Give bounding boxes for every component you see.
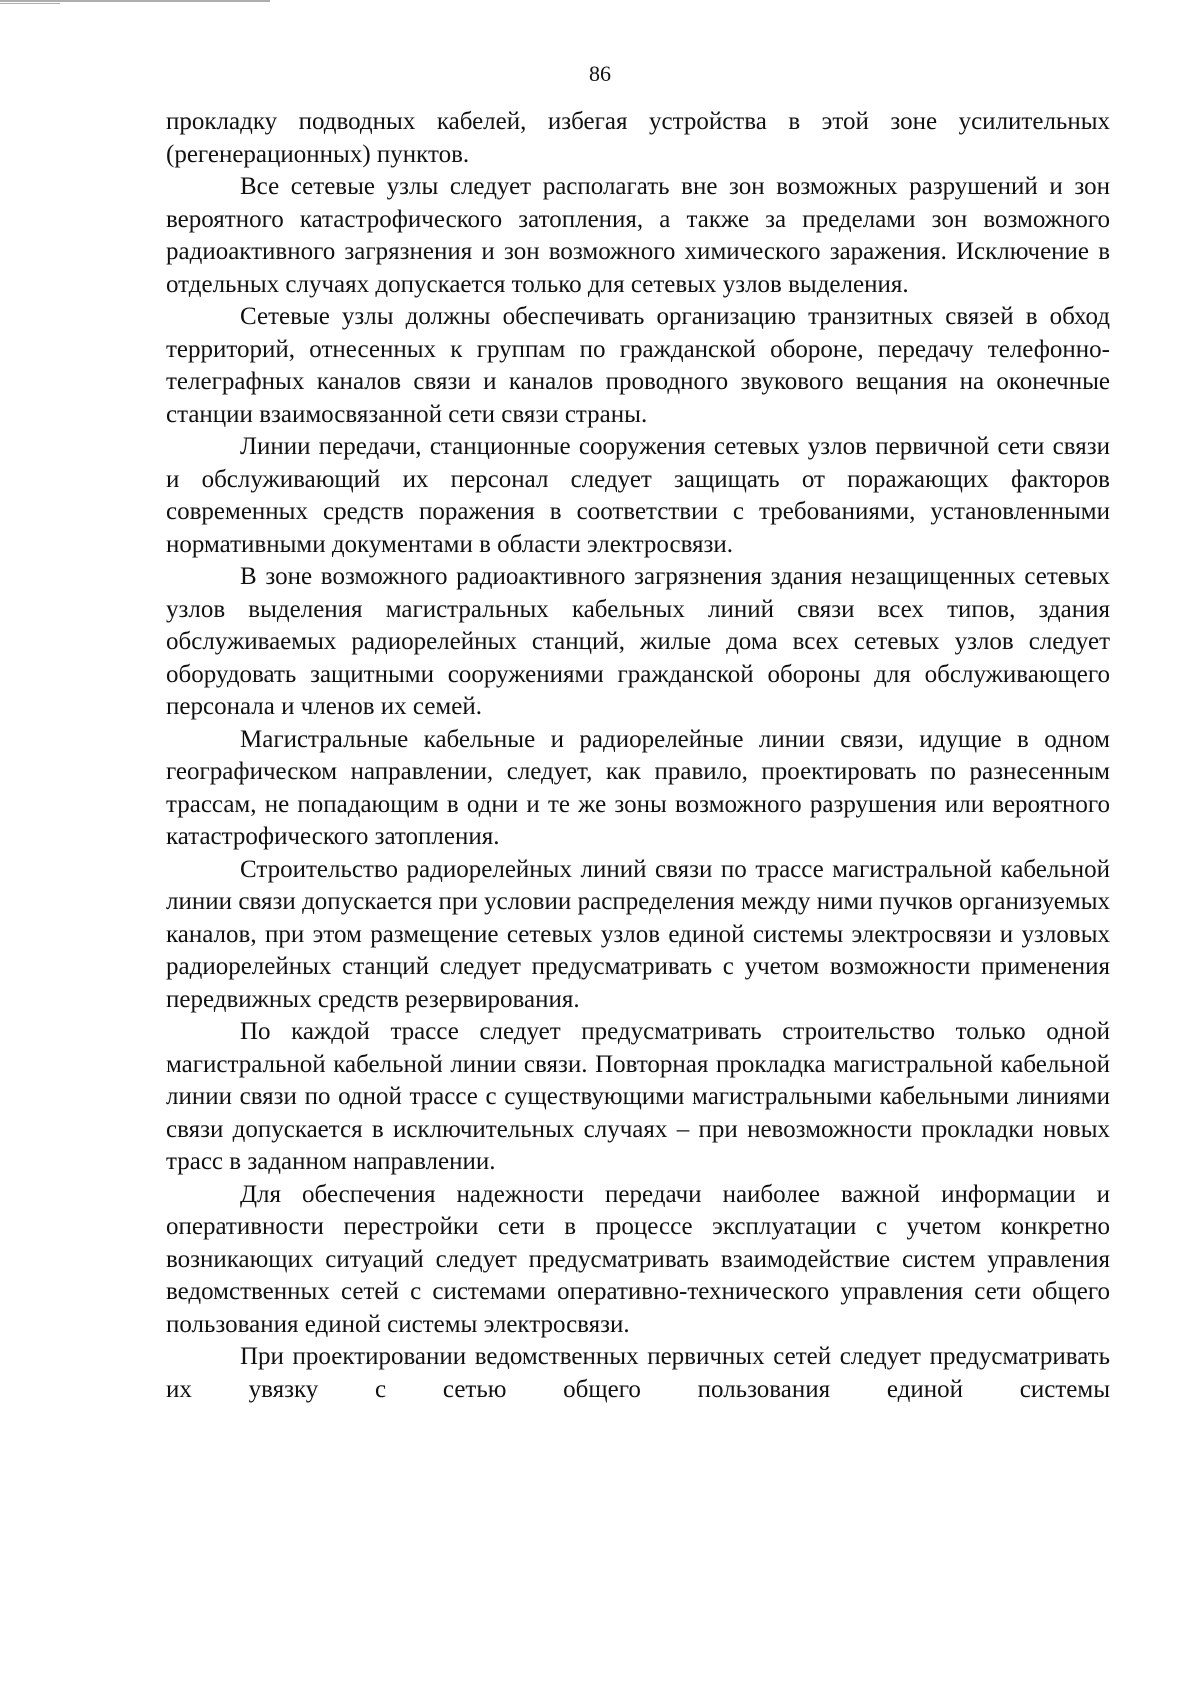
document-body xyxy=(166,106,1110,1406)
scan-artifact xyxy=(0,0,300,14)
paragraph: Для обеспечения надежности передачи наиболее важной информации и оперативности перестройки сети в процессе эксплуатации с учетом конкретно возникающих ситуаций следует предусматривать взаимодействие систем управления ведомственных сетей с системами оперативно-технического управления сети общего пользования единой системы электросвязи. xyxy=(166,1180,1110,1338)
page-number: 86 xyxy=(589,61,611,86)
paragraph: Линии передачи, станционные сооружения сетевых узлов первичной сети связи и обслуживающий их персонал следует защищать от поражающих факторов современных средств поражения в соответствии с требованиями, установленными нормативными документами в области электросвязи. xyxy=(166,433,1110,558)
paragraph: Сетевые узлы должны обеспечивать организацию транзитных связей в обход территорий, отнесенных к группам по гражданской обороне, передачу телефонно-телеграфных каналов связи и каналов проводного звукового вещания на оконечные станции взаимосвязанной сети связи страны. xyxy=(166,303,1110,428)
paragraph: прокладку подводных кабелей, избегая устройства в этой зоне усилительных (регенерационных) пунктов. xyxy=(166,108,1110,168)
paragraph: При проектировании ведомственных первичных сетей следует предусматривать их увязку с сетью общего пользования единой системы xyxy=(166,1343,1110,1403)
paragraph: В зоне возможного радиоактивного загрязнения здания незащищенных сетевых узлов выделения магистральных кабельных линий связи всех типов, здания обслуживаемых радиорелейных станций, жилые дома всех сетевых узлов следует оборудовать защитными сооружениями гражданской обороны для обслуживающего персонала и членов их семей. xyxy=(166,563,1110,720)
paragraph: Строительство радиорелейных линий связи по трассе магистральной кабельной линии связи допускается при условии распределения между ними пучков организуемых каналов, при этом размещение сетевых узлов единой системы электросвязи и узловых радиорелейных станций следует предусматривать с учетом возможности применения передвижных средств резервирования. xyxy=(166,855,1110,1013)
paragraph: По каждой трассе следует предусматривать строительство только одной магистральной кабельной линии связи. Повторная прокладка магистральной кабельной линии связи по одной трассе с существующими магистральными кабельными линиями связи допускается в исключительных случаях – при невозможности прокладки новых трасс в заданном направлении. xyxy=(166,1018,1110,1175)
paragraph: Магистральные кабельные и радиорелейные линии связи, идущие в одном географическом направлении, следует, как правило, проектировать по разнесенным трассам, не попадающим в одни и те же зоны возможного разрушения или вероятного катастрофического затопления. xyxy=(166,725,1110,850)
paragraph: Все сетевые узлы следует располагать вне зон возможных разрушений и зон вероятного катастрофического затопления, а также за пределами зон возможного радиоактивного загрязнения и зон возможного химического заражения. Исключение в отдельных случаях допускается только для сетевых узлов выделения. xyxy=(166,173,1110,298)
